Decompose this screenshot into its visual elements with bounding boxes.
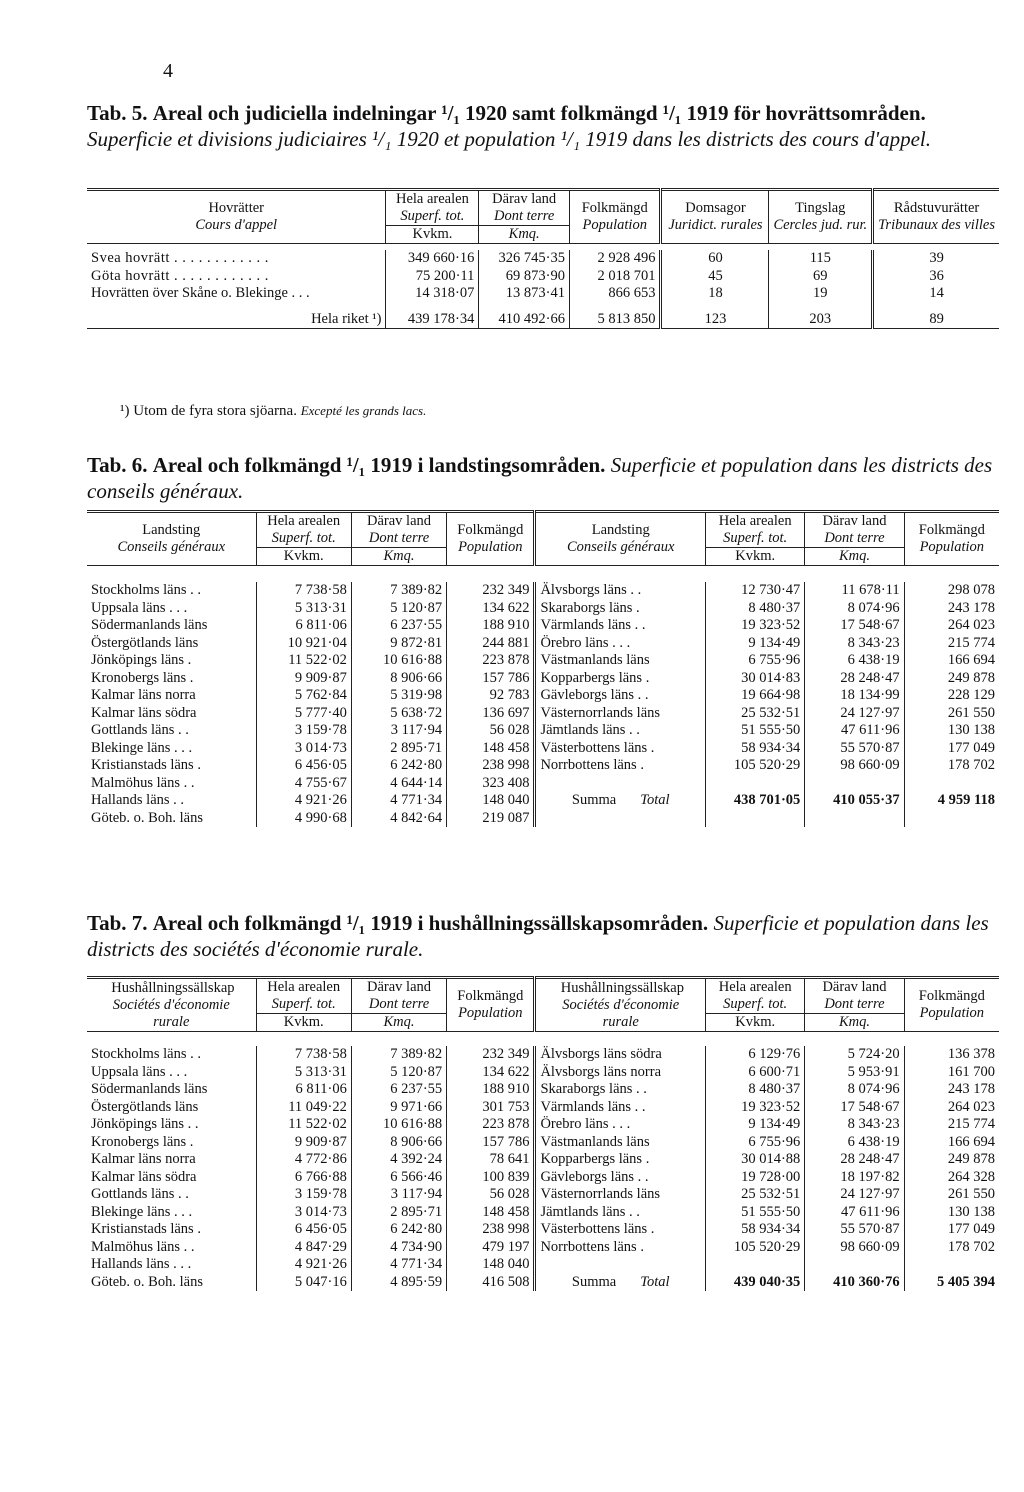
table-row: Södermanlands läns 6 811·06 6 237·55 188 910 Skaraborgs läns . . 8 480·37 8 074·96 243 178	[87, 1081, 999, 1099]
tab5-title-fr: Superficie et divisions judiciaires ¹/₁ 1920 et population ¹/₁ 1919 dans les districts des cours d'appel.	[87, 127, 932, 151]
tab5-title: Areal och judiciella indelningar ¹/₁ 1920 samt folkmängd ¹/₁ 1919 för hovrättsområden.	[152, 101, 926, 125]
table-row: Svea hovrätt . . . . . . . . . . . . 349 660·16 326 745·35 2 928 496 60 115 39	[87, 250, 999, 268]
tab6-total-label: Summa Total	[535, 792, 706, 810]
table-row: Kalmar läns södra 5 777·40 5 638·72 136 697 Västernorrlands läns 25 532·51 24 127·97 261 550	[87, 705, 999, 723]
tab6-title-fr: Superficie et population dans les districts des conseils généraux.	[87, 453, 993, 503]
table-row: Hallands läns . . . 4 921·26 4 771·34 148 040	[87, 1256, 999, 1274]
tab5-unit-kmq: Kmq.	[479, 226, 570, 244]
table-row: Stockholms läns . . 7 738·58 7 389·82 232 349 Älvsborgs läns . . 12 730·47 11 678·11 298 078	[87, 582, 999, 600]
table-row: Kristianstads läns . 6 456·05 6 242·80 238 998 Västerbottens läns . 58 934·34 55 570·87 177 049	[87, 1221, 999, 1239]
table-row: Kristianstads läns . 6 456·05 6 242·80 238 998 Norrbottens läns . 105 520·29 98 660·09 178 702	[87, 757, 999, 775]
table-row: Uppsala läns . . . 5 313·31 5 120·87 134 622 Älvsborgs läns norra 6 600·71 5 953·91 161 700	[87, 1064, 999, 1082]
tab5-title-block	[87, 100, 999, 152]
tab7-total-label: Summa Total	[535, 1274, 706, 1292]
tab5-col-hovratter: Hovrätter Cours d'appel	[87, 190, 386, 244]
table-row: Kalmar läns norra 4 772·86 4 392·24 78 641 Kopparbergs läns . 30 014·88 28 248·47 249 878	[87, 1151, 999, 1169]
tab5-label: Tab. 5.	[87, 101, 148, 125]
table-row: Göteb. o. Boh. läns 5 047·16 4 895·59 416 508 Summa Total 439 040·35 410 360·76 5 405 394	[87, 1274, 999, 1292]
tab5-col-radstuvuratter: Rådstuvurätter Tribunaux des villes	[878, 200, 995, 233]
table-row: Göteb. o. Boh. läns 4 990·68 4 842·64 219 087	[87, 810, 999, 828]
tab5-col-area: Hela arealen Superf. tot.	[386, 190, 479, 226]
tab7-table: Hushållningssällskap Sociétés d'économie rurale Hela arealen Superf. tot. Därav land Dont terre Folkmängd Population Hushållningssällskap Sociétés d'économie rurale Hela arealen Superf. tot. Därav land Dont terre Folkmängd Population Kvkm. Kmq. Kvkm. Kmq. Stockholms läns . . 7 738·58 7 389·82 232 349 Älvsborgs läns södra 6 129·76 5 724·20 136 378 Uppsala läns . . . 5 313·31 5 120·87 134 622 Älvsborgs läns norra 6 600·71 5 953·91 161 700 Södermanlands läns 6 811·06 6 237·55 188 910 Skaraborgs läns . . 8 480·37 8 074·96 243 178 Östergötlands läns 11 049·22 9 971·66 301 753 Värmlands läns . . 19 323·52 17 548·67 264 023 Jönköpings läns . . 11 522·02 10 616·88 223 878 Örebro läns . . . 9 134·49 8 343·23 215 774 Kronobergs läns . 9 909·87 8 906·66 157 786 Västmanlands läns 6 755·96 6 438·19 166 694 Kalmar läns norra 4 772·86 4 392·24 78 641 Kopparbergs läns . 30 014·88 28 248·47 249 878 Kalmar läns södra 6 766·88 6 566·46 100 839 Gävleborgs läns . . 19 728·00 18 197·82 264 328 Gottlands läns . . 3 159·78 3 117·94 56 028 Västernorrlands läns 25 532·51 24 127·97 261 550 Blekinge läns . . . 3 014·73 2 895·71 148 458 Jämtlands läns . . 51 555·50 47 611·96 130 138 Kristianstads läns . 6 456·05 6 242·80 238 998 Västerbottens läns . 58 934·34 55 570·87 177 049 Malmöhus läns . . 4 847·29 4 734·90 479 197 Norrbottens läns . 105 520·29 98 660·09 178 702 Hallands läns . . . 4 921·26 4 771·34 148 040 Göteb. o. Boh. läns 5 047·16 4 895·59 416 508 Summa Total 439 040·35 410 360·76 5 405 394	[87, 976, 999, 1291]
table-row: Malmöhus läns . . 4 847·29 4 734·90 479 197 Norrbottens läns . 105 520·29 98 660·09 178 702	[87, 1239, 999, 1257]
table-row: Uppsala läns . . . 5 313·31 5 120·87 134 622 Skaraborgs läns . 8 480·37 8 074·96 243 178	[87, 600, 999, 618]
table-row: Stockholms läns . . 7 738·58 7 389·82 232 349 Älvsborgs läns södra 6 129·76 5 724·20 136 378	[87, 1046, 999, 1064]
tab7-label: Tab. 7.	[87, 911, 148, 935]
table-row: Hallands läns . . 4 921·26 4 771·34 148 040 Summa Total 438 701·05 410 055·37 4 959 118	[87, 792, 999, 810]
table-row: Blekinge läns . . . 3 014·73 2 895·71 148 458 Jämtlands läns . . 51 555·50 47 611·96 130 138	[87, 1204, 999, 1222]
tab5-col-land: Därav land Dont terre	[479, 190, 570, 226]
table-row: Östergötlands läns 11 049·22 9 971·66 301 753 Värmlands läns . . 19 323·52 17 548·67 264 023	[87, 1099, 999, 1117]
tab5-col-tingslag: Tingslag Cercles jud. rur.	[769, 190, 873, 244]
tab7-title-block	[87, 910, 999, 962]
tab7-title-fr: Superficie et population dans les districts des sociétés d'économie rurale.	[87, 911, 989, 961]
page-number: 4	[163, 60, 173, 82]
table-row: Kronobergs läns . 9 909·87 8 906·66 157 786 Kopparbergs läns . 30 014·83 28 248·47 249 878	[87, 670, 999, 688]
tab5-col-pop: Folkmängd Population	[570, 190, 661, 244]
table-row: Malmöhus läns . . 4 755·67 4 644·14 323 408	[87, 775, 999, 793]
table-row: Jönköpings läns . 11 522·02 10 616·88 223 878 Västmanlands läns 6 755·96 6 438·19 166 694	[87, 652, 999, 670]
tab5-table	[87, 188, 999, 329]
table-row: Gottlands läns . . 3 159·78 3 117·94 56 028 Jämtlands läns . . 51 555·50 47 611·96 130 138	[87, 722, 999, 740]
table-row: Jönköpings läns . . 11 522·02 10 616·88 223 878 Örebro läns . . . 9 134·49 8 343·23 215 774	[87, 1116, 999, 1134]
tab5-footnote: ¹) Utom de fyra stora sjöarna. Excepté les grands lacs.	[120, 403, 427, 419]
table-row: Södermanlands läns 6 811·06 6 237·55 188 910 Värmlands läns . . 19 323·52 17 548·67 264 023	[87, 617, 999, 635]
table-row: Gottlands läns . . 3 159·78 3 117·94 56 028 Västernorrlands läns 25 532·51 24 127·97 261 550	[87, 1186, 999, 1204]
tab6-title-block	[87, 452, 999, 504]
table-row: Kalmar läns norra 5 762·84 5 319·98 92 783 Gävleborgs läns . . 19 664·98 18 134·99 228 129	[87, 687, 999, 705]
tab7-title: Areal och folkmängd ¹/₁ 1919 i hushållningssällskapsområden.	[152, 911, 709, 935]
table-row: Kalmar läns södra 6 766·88 6 566·46 100 839 Gävleborgs läns . . 19 728·00 18 197·82 264 328	[87, 1169, 999, 1187]
tab5-col-domsagor: Domsagor Juridict. rurales	[661, 190, 769, 244]
tab5-unit-kvkm: Kvkm.	[386, 226, 479, 244]
table-row: Blekinge läns . . . 3 014·73 2 895·71 148 458 Västerbottens läns . 58 934·34 55 570·87 177 049	[87, 740, 999, 758]
tab6-title: Areal och folkmängd ¹/₁ 1919 i landstingsområden.	[152, 453, 606, 477]
table-row: Kronobergs läns . 9 909·87 8 906·66 157 786 Västmanlands läns 6 755·96 6 438·19 166 694	[87, 1134, 999, 1152]
table-row: Östergötlands läns 10 921·04 9 872·81 244 881 Örebro läns . . . 9 134·49 8 343·23 215 774	[87, 635, 999, 653]
table-row: Hovrätten över Skåne o. Blekinge . . . 14 318·07 13 873·41 866 653 18 19 14	[87, 285, 999, 303]
tab6-label: Tab. 6.	[87, 453, 148, 477]
tab5-total-row: Hela riket ¹) 439 178·34 410 492·66 5 813 850 123 203 89	[87, 311, 999, 329]
table-row: Göta hovrätt . . . . . . . . . . . . 75 200·11 69 873·90 2 018 701 45 69 36	[87, 268, 999, 286]
tab6-table: Landsting Conseils généraux Hela arealen Superf. tot. Därav land Dont terre Folkmängd Population Landsting Conseils généraux Hela arealen Superf. tot. Därav land Dont terre Folkmängd Population Kvkm. Kmq. Kvkm. Kmq. Stockholms läns . . 7 738·58 7 389·82 232 349 Älvsborgs läns . . 12 730·47 11 678·11 298 078 Uppsala läns . . . 5 313·31 5 120·87 134 622 Skaraborgs läns . 8 480·37 8 074·96 243 178 Södermanlands läns 6 811·06 6 237·55 188 910 Värmlands läns . . 19 323·52 17 548·67 264 023 Östergötlands läns 10 921·04 9 872·81 244 881 Örebro läns . . . 9 134·49 8 343·23 215 774 Jönköpings läns . 11 522·02 10 616·88 223 878 Västmanlands läns 6 755·96 6 438·19 166 694 Kronobergs läns . 9 909·87 8 906·66 157 786 Kopparbergs läns . 30 014·83 28 248·47 249 878 Kalmar läns norra 5 762·84 5 319·98 92 783 Gävleborgs läns . . 19 664·98 18 134·99 228 129 Kalmar läns södra 5 777·40 5 638·72 136 697 Västernorrlands läns 25 532·51 24 127·97 261 550 Gottlands läns . . 3 159·78 3 117·94 56 028 Jämtlands läns . . 51 555·50 47 611·96 130 138 Blekinge läns . . . 3 014·73 2 895·71 148 458 Västerbottens läns . 58 934·34 55 570·87 177 049 Kristianstads läns . 6 456·05 6 242·80 238 998 Norrbottens läns . 105 520·29 98 660·09 178 702 Malmöhus läns . . 4 755·67 4 644·14 323 408 Hallands läns . . 4 921·26 4 771·34 148 040 Summa Total 438 701·05 410 055·37 4 959 118 Göteb. o. Boh. läns 4 990·68 4 842·64 219 087	[87, 510, 999, 827]
